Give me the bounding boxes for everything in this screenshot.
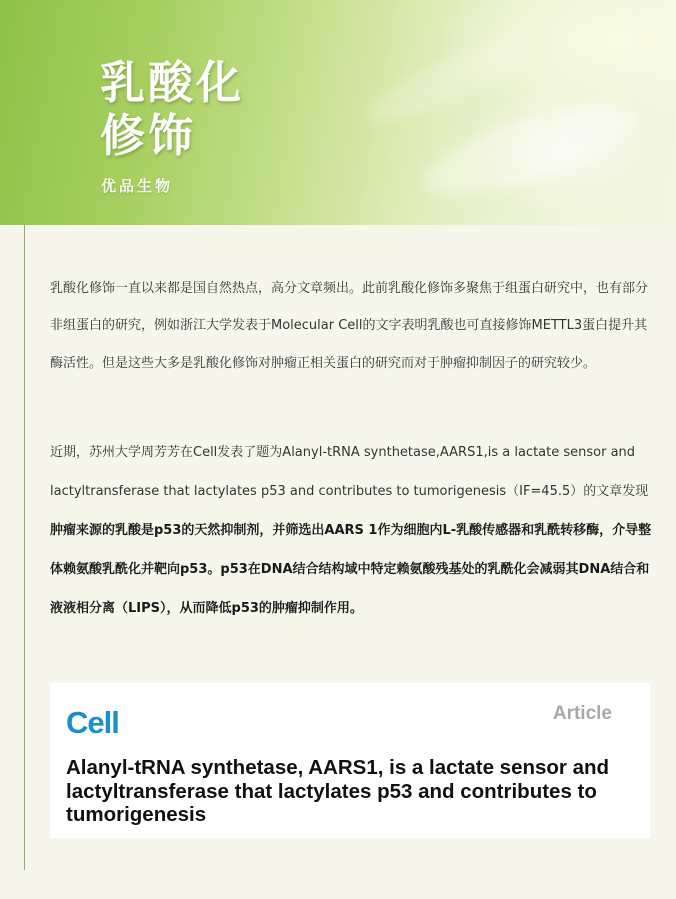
recent-text-plain: 近期，苏州大学周芳芳在Cell发表了题为Alanyl-tRNA synthetase,AARS1,is a lactate sensor and lactyltransferase that lactylates p53 and contributes to tumorigenesis（IF=45.5）的文章发现 [50, 445, 649, 499]
light-streak [360, 24, 540, 136]
paper-title: Alanyl-tRNA synthetase, AARS1, is a lactate sensor and lactyltransferase that lactylates p53 and contributes to tumorigenesis [66, 756, 610, 826]
left-divider-line [24, 225, 25, 870]
article-card [50, 683, 650, 838]
hero-title-line1: 乳酸化 [100, 56, 245, 109]
recent-paragraph [50, 433, 654, 628]
brand-name: 优品生物 [101, 177, 174, 195]
hero-title [100, 56, 244, 162]
light-streak [416, 87, 644, 212]
hero-banner [0, 0, 676, 225]
journal-logo: Cell [66, 705, 119, 740]
intro-paragraph: 乳酸化修饰一直以来都是国自然热点，高分文章频出。此前乳酸化修饰多聚焦于组蛋白研究中，也有部分非组蛋白的研究，例如浙江大学发表于Molecular Cell的文字表明乳酸也可直接修饰METTL3蛋白提升其酶活性。但是这些大多是乳酸化修饰对肿瘤正相关蛋白的研究而对于肿瘤抑制因子的研究较少。 [50, 281, 649, 371]
recent-text-bold: 肿瘤来源的乳酸是p53的天然抑制剂，并筛选出AARS 1作为细胞内L-乳酸传感器和乳酰转移酶，介导整体赖氨酸乳酰化并靶向p53。p53在DNA结合结构域中特定赖氨酸残基处的乳酰化会减弱其DNA结合和液液相分离（LIPS），从而降低p53的肿瘤抑制作用。 [50, 523, 652, 616]
article-type-tag: Article [552, 703, 612, 724]
hero-title-line2: 修饰 [100, 109, 197, 162]
